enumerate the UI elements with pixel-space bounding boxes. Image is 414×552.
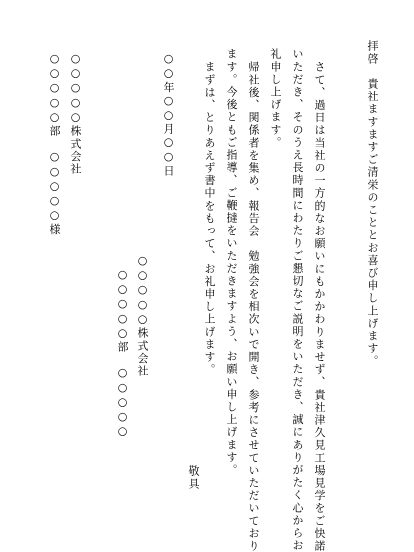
opening-line: 拝啓 貴社ますますご清栄のこととお喜び申し上げます。 [366, 40, 379, 368]
body-line-3: 礼申し上げます。 [269, 48, 282, 149]
body-line-2: いただき、そのうえ長時間にわたりご懇切なご説明をいただき、誠にありがたく心からお [291, 48, 304, 552]
body-line-5: ます。今後ともご指導、ご鞭撻をいただきますよう、お願い申し上げます。 [225, 48, 238, 477]
body-line-4: 帰社後、関係者を集め、報告会 勉強会を相次いで開き、参考にさせていただいており [247, 61, 260, 552]
sender-company: ○○○○○株式会社 [136, 254, 149, 378]
sender-person: ○○○○○部 ○○○○○ [116, 268, 129, 440]
body-line-6: まずは、とりあえず書中をもって、お礼申し上げます。 [203, 61, 216, 376]
recipient-person: ○○○○○部 ○○○○○様 [48, 52, 61, 236]
closing-text: 敬具 [187, 465, 200, 491]
body-line-1: さて、過日は当社の一方的なお願いにもかかわりませず、貴社津久見工場見学をご快諾 [313, 61, 326, 552]
recipient-company: ○○○○○株式会社 [69, 52, 82, 176]
letter-date: ○○年○○月○○日 [162, 52, 175, 178]
